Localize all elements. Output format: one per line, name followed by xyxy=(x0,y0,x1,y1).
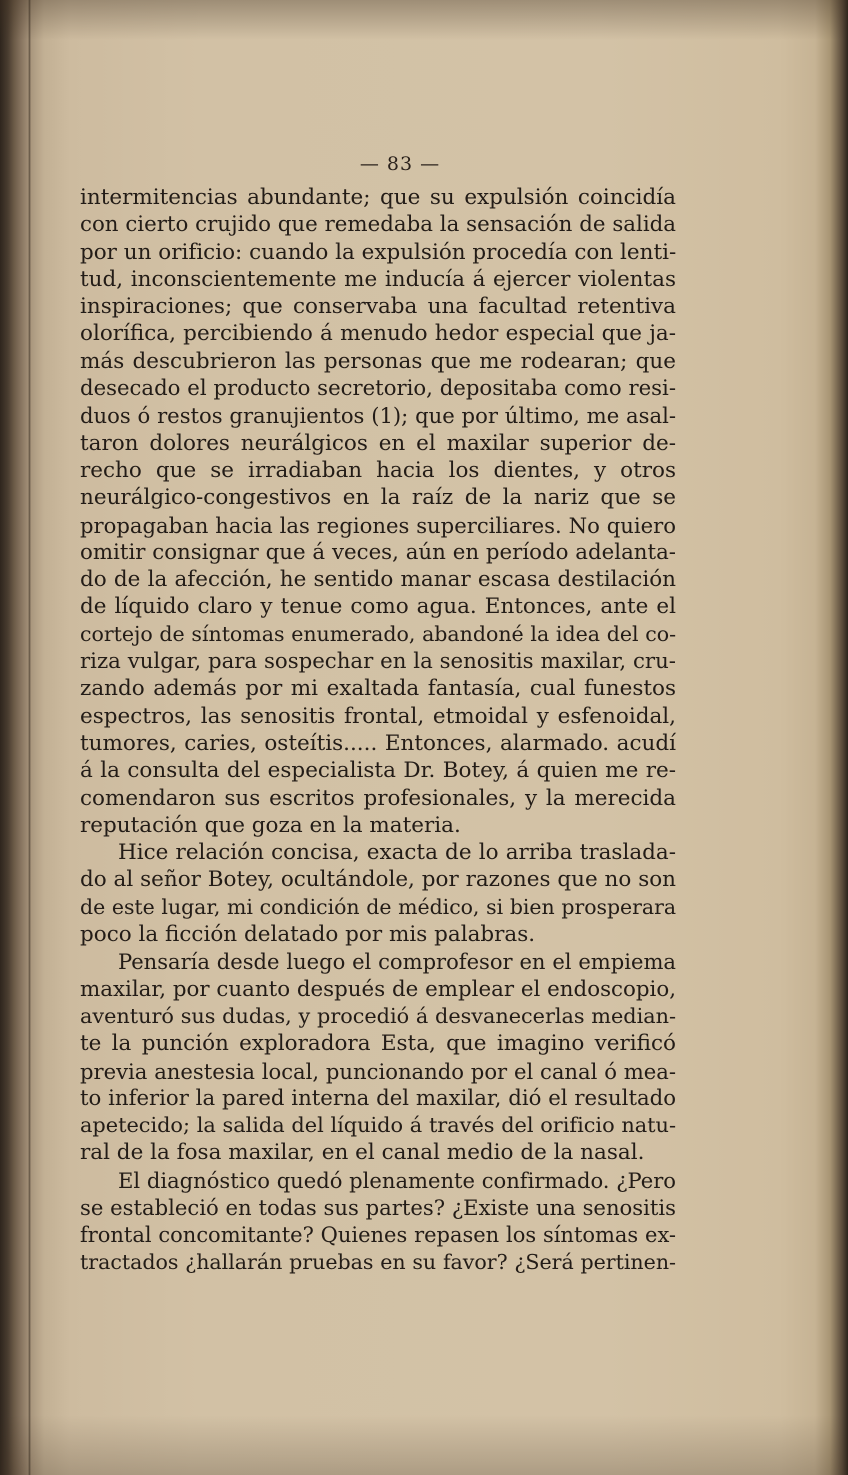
text-line: reputación que goza en la materia. xyxy=(80,812,461,838)
text-line: Hice relación concisa, exacta de lo arriba traslada- xyxy=(118,840,676,866)
text-line: intermitencias abundante; que su expulsión coincidía xyxy=(80,185,676,210)
text-line: te la punción exploradora Esta, que imagino verificó xyxy=(80,1031,676,1057)
text-line: ral de la fosa maxilar, en el canal medio de la nasal. xyxy=(80,1140,645,1166)
text-line: de líquido claro y tenue como agua. Entonces, ante el xyxy=(80,594,676,620)
text-line: recho que se irradiaban hacia los dientes, y otros xyxy=(80,457,676,483)
text-line: de este lugar, mi condición de médico, si bien prosperara xyxy=(80,894,676,919)
text-line: desecado el producto secretorio, depositaba como resi- xyxy=(80,376,676,402)
text-line: espectros, las senositis frontal, etmoidal y esfenoidal, xyxy=(80,703,676,729)
text-line: por un orificio: cuando la expulsión procedía con lenti- xyxy=(80,239,677,265)
book-spine-edge xyxy=(28,0,31,1475)
text-line: El diagnóstico quedó plenamente confirmado. ¿Pero xyxy=(118,1167,676,1193)
text-line: á la consulta del especialista Dr. Botey, á quien me re- xyxy=(80,758,676,784)
text-line: frontal concomitante? Quienes repasen los síntomas ex- xyxy=(80,1222,676,1248)
text-line: previa anestesia local, puncionando por el canal ó mea- xyxy=(80,1058,676,1084)
text-line: inspiraciones; que conservaba una facultad retentiva xyxy=(80,294,676,320)
text-line: neurálgico-congestivos en la raíz de la nariz que se xyxy=(80,485,676,511)
page-number: — 83 — xyxy=(359,153,441,175)
text-line: do de la afección, he sentido manar escasa destilación xyxy=(80,567,676,593)
text-line: propagaban hacia las regiones superciliares. No quiero xyxy=(80,512,676,538)
text-line: aventuró sus dudas, y procedió á desvanecerlas median- xyxy=(80,1003,676,1028)
text-line: olorífica, percibiendo á menudo hedor especial que ja- xyxy=(80,321,676,347)
text-line: maxilar, por cuanto después de emplear el endoscopio, xyxy=(80,976,676,1002)
text-line: tractados ¿hallarán pruebas en su favor? ¿Será pertinen- xyxy=(80,1249,676,1274)
text-line: do al señor Botey, ocultándole, por razones que no son xyxy=(80,867,676,893)
text-line: Pensaría desde luego el comprofesor en el empiema xyxy=(118,949,676,975)
text-line: to inferior la pared interna del maxilar, dió el resultado xyxy=(80,1085,676,1111)
body-text xyxy=(80,184,676,1276)
text-line: duos ó restos granujientos (1); que por último, me asal- xyxy=(80,403,676,429)
text-line: más descubrieron las personas que me rodearan; que xyxy=(80,348,676,374)
text-line: poco la ficción delatado por mis palabras. xyxy=(80,922,536,948)
text-line: cortejo de síntomas enumerado, abandoné la idea del co- xyxy=(80,621,676,646)
text-line: zando además por mi exaltada fantasía, cual funestos xyxy=(80,676,676,702)
text-line: taron dolores neurálgicos en el maxilar superior de- xyxy=(80,430,676,456)
text-line: apetecido; la salida del líquido á través del orificio natu- xyxy=(80,1113,676,1138)
text-line: con cierto crujido que remedaba la sensación de salida xyxy=(80,212,676,238)
page-shadow-top xyxy=(0,0,848,40)
text-line: comendaron sus escritos profesionales, y la merecida xyxy=(80,785,676,811)
page-shadow-bottom xyxy=(0,1415,848,1475)
text-line: omitir consignar que á veces, aún en período adelanta- xyxy=(80,539,676,565)
text-line: tumores, caries, osteítis..... Entonces, alarmado. acudí xyxy=(80,730,676,756)
text-line: se estableció en todas sus partes? ¿Existe una senositis xyxy=(80,1194,676,1220)
text-line: tud, inconscientemente me inducía á ejercer violentas xyxy=(80,266,676,292)
text-line: riza vulgar, para sospechar en la senositis maxilar, cru- xyxy=(80,649,676,675)
